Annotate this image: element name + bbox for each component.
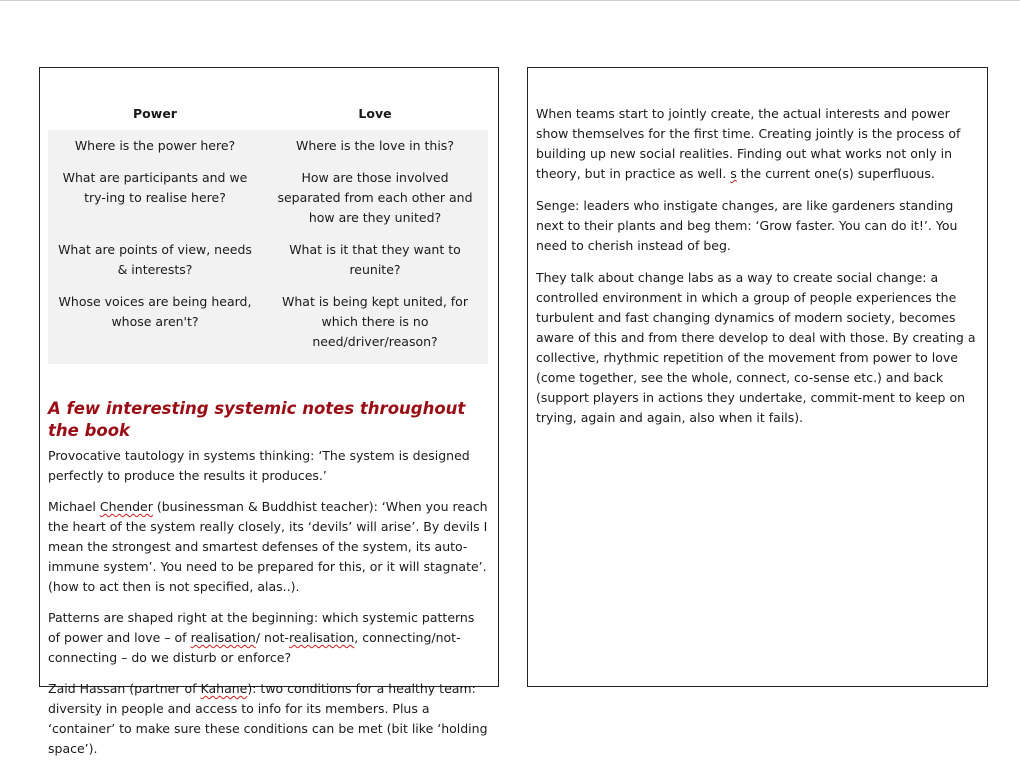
spellcheck-word[interactable]: Chender — [99, 499, 153, 514]
text-run: the current one(s) superfluous. — [736, 166, 935, 181]
text-run: Patterns are shaped right at the beginning: which systemic patterns of power and love – of — [48, 610, 475, 645]
paragraph-senge: Senge: leaders who instigate changes, are like gardeners standing next to their plants and beg them: ‘Grow faster. You can do it!’. You need to cherish instead of beg. — [536, 198, 958, 253]
spellcheck-word[interactable]: Kahane — [200, 681, 248, 696]
table-row — [48, 234, 488, 286]
table-cell: How are those involved separated from each other and how are they united? — [262, 162, 488, 234]
left-page — [39, 67, 499, 756]
text-run: / not- — [255, 630, 290, 645]
text-run: , connecting/not-connecting – do we disturb or enforce? — [48, 630, 461, 665]
spellcheck-word[interactable]: realisation — [190, 630, 256, 645]
right-page — [527, 67, 988, 687]
table-cell: What are points of view, needs & interests? — [48, 234, 262, 286]
text-run: Michael — [48, 499, 100, 514]
power-love-table — [48, 102, 488, 364]
spellcheck-word[interactable]: s — [730, 166, 737, 181]
left-page-content — [48, 68, 490, 770]
text-run: Zaid Hassan (partner of — [48, 681, 201, 696]
text-run: (businessman & Buddhist teacher): ‘When you reach the heart of the system really closely, its ‘devils’ will arise’. By devils I mean the strongest and smartest defenses of the system, its auto-immune system’. You need to be prepared for this, or it will stagnate’. (how to act then is not specified, alas..). — [48, 499, 488, 594]
paragraph-hassan — [48, 679, 490, 759]
table-cell: Where is the power here? — [48, 130, 262, 162]
table-cell: Where is the love in this? — [262, 130, 488, 162]
table-cell: What is it that they want to reunite? — [262, 234, 488, 286]
table-header-row — [48, 102, 488, 130]
table-row — [48, 130, 488, 162]
section-heading: A few interesting systemic notes throughout the book — [48, 399, 466, 440]
paragraph-chender — [48, 497, 490, 597]
table-row — [48, 162, 488, 234]
text-run: When teams start to jointly create, the actual interests and power show themselves for the first time. Creating jointly is the process of building up new social realities. Finding out what works not only in theory, but in practice as well. — [536, 106, 961, 181]
table-cell: What is being kept united, for which there is no need/driver/reason? — [262, 286, 488, 364]
paragraph-change-labs: They talk about change labs as a way to create social change: a controlled environment in which a group of people experiences the turbulent and fast changing dynamics of modern society, becomes aware of this and from there develop to deal with those. By creating a collective, rhythmic repetition of the movement from power to love (come together, see the whole, connect, co-sense etc.) and back (support players in actions they undertake, commit-ment to keep on trying, again and again, also when it fails). — [536, 270, 976, 425]
paragraph-patterns — [48, 608, 490, 668]
table-row — [48, 286, 488, 364]
paragraph-teams — [536, 104, 982, 184]
column-header-power: Power — [133, 106, 177, 121]
column-header-love: Love — [358, 106, 392, 121]
right-page-content — [536, 104, 982, 440]
top-divider — [0, 0, 1020, 1]
spellcheck-word[interactable]: realisation — [289, 630, 355, 645]
text-run: ): two conditions for a healthy team: diversity in people and access to info for its members. Plus a ‘container’ to make sure these conditions can be met (bit like ‘holding space’). — [48, 681, 488, 756]
table-cell: Whose voices are being heard, whose aren't? — [48, 286, 262, 364]
table-cell: What are participants and we try-ing to realise here? — [48, 162, 262, 234]
paragraph-tautology: Provocative tautology in systems thinking: ‘The system is designed perfectly to produce the results it produces.’ — [48, 448, 470, 483]
